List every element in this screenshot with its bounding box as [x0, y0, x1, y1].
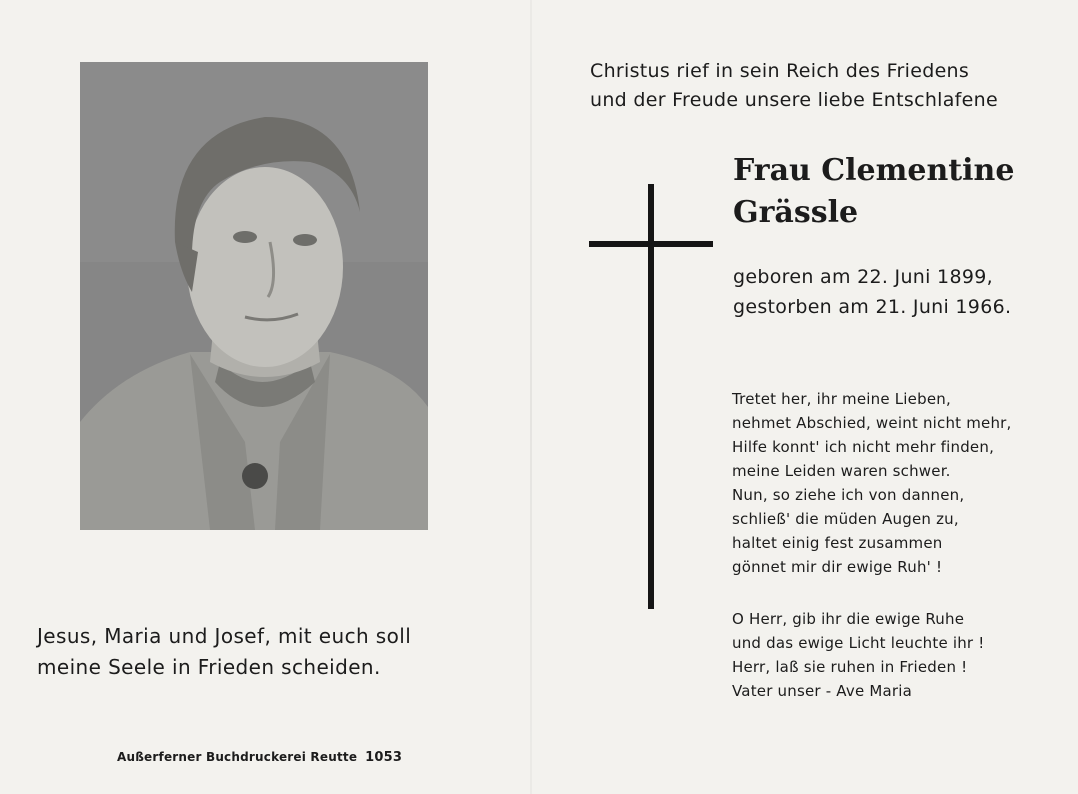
farewell-poem [732, 387, 1012, 579]
right-prayer [732, 607, 984, 703]
deceased-name [733, 150, 1014, 234]
poem-line: nehmet Abschied, weint nicht mehr, [732, 414, 1012, 432]
poem-line: Hilfe konnt' ich nicht mehr finden, [732, 438, 995, 456]
poem-line: Tretet her, ihr meine Lieben, [732, 390, 951, 408]
poem-line: Nun, so ziehe ich von dannen, [732, 486, 965, 504]
intro-text [590, 57, 1030, 115]
left-prayer-line: meine Seele in Frieden scheiden. [37, 655, 381, 679]
cross-horizontal [589, 241, 713, 247]
portrait-photo [80, 62, 428, 530]
fold-line [530, 0, 532, 794]
cross-vertical [648, 184, 654, 609]
death-date: gestorben am 21. Juni 1966. [733, 296, 1012, 318]
poem-line: haltet einig fest zusammen [732, 534, 943, 552]
printer-number: 1053 [365, 750, 403, 765]
right-prayer-line: Vater unser - Ave Maria [732, 682, 913, 700]
life-dates [733, 262, 1011, 322]
intro-line: Christus rief in sein Reich des Friedens [590, 60, 970, 82]
left-prayer [37, 621, 477, 683]
printer-imprint [117, 750, 402, 765]
birth-date: geboren am 22. Juni 1899, [733, 266, 993, 288]
right-prayer-line: und das ewige Licht leuchte ihr ! [732, 634, 985, 652]
printer-name: Außerferner Buchdruckerei Reutte [117, 750, 358, 764]
name-line: Frau Clementine [733, 153, 1015, 188]
poem-line: schließ' die müden Augen zu, [732, 510, 959, 528]
left-prayer-line: Jesus, Maria und Josef, mit euch soll [37, 624, 412, 648]
name-line: Grässle [733, 195, 859, 230]
right-prayer-line: Herr, laß sie ruhen in Frieden ! [732, 658, 968, 676]
intro-line: und der Freude unsere liebe Entschlafene [590, 89, 998, 111]
right-prayer-line: O Herr, gib ihr die ewige Ruhe [732, 610, 965, 628]
poem-line: gönnet mir dir ewige Ruh' ! [732, 558, 943, 576]
poem-line: meine Leiden waren schwer. [732, 462, 951, 480]
